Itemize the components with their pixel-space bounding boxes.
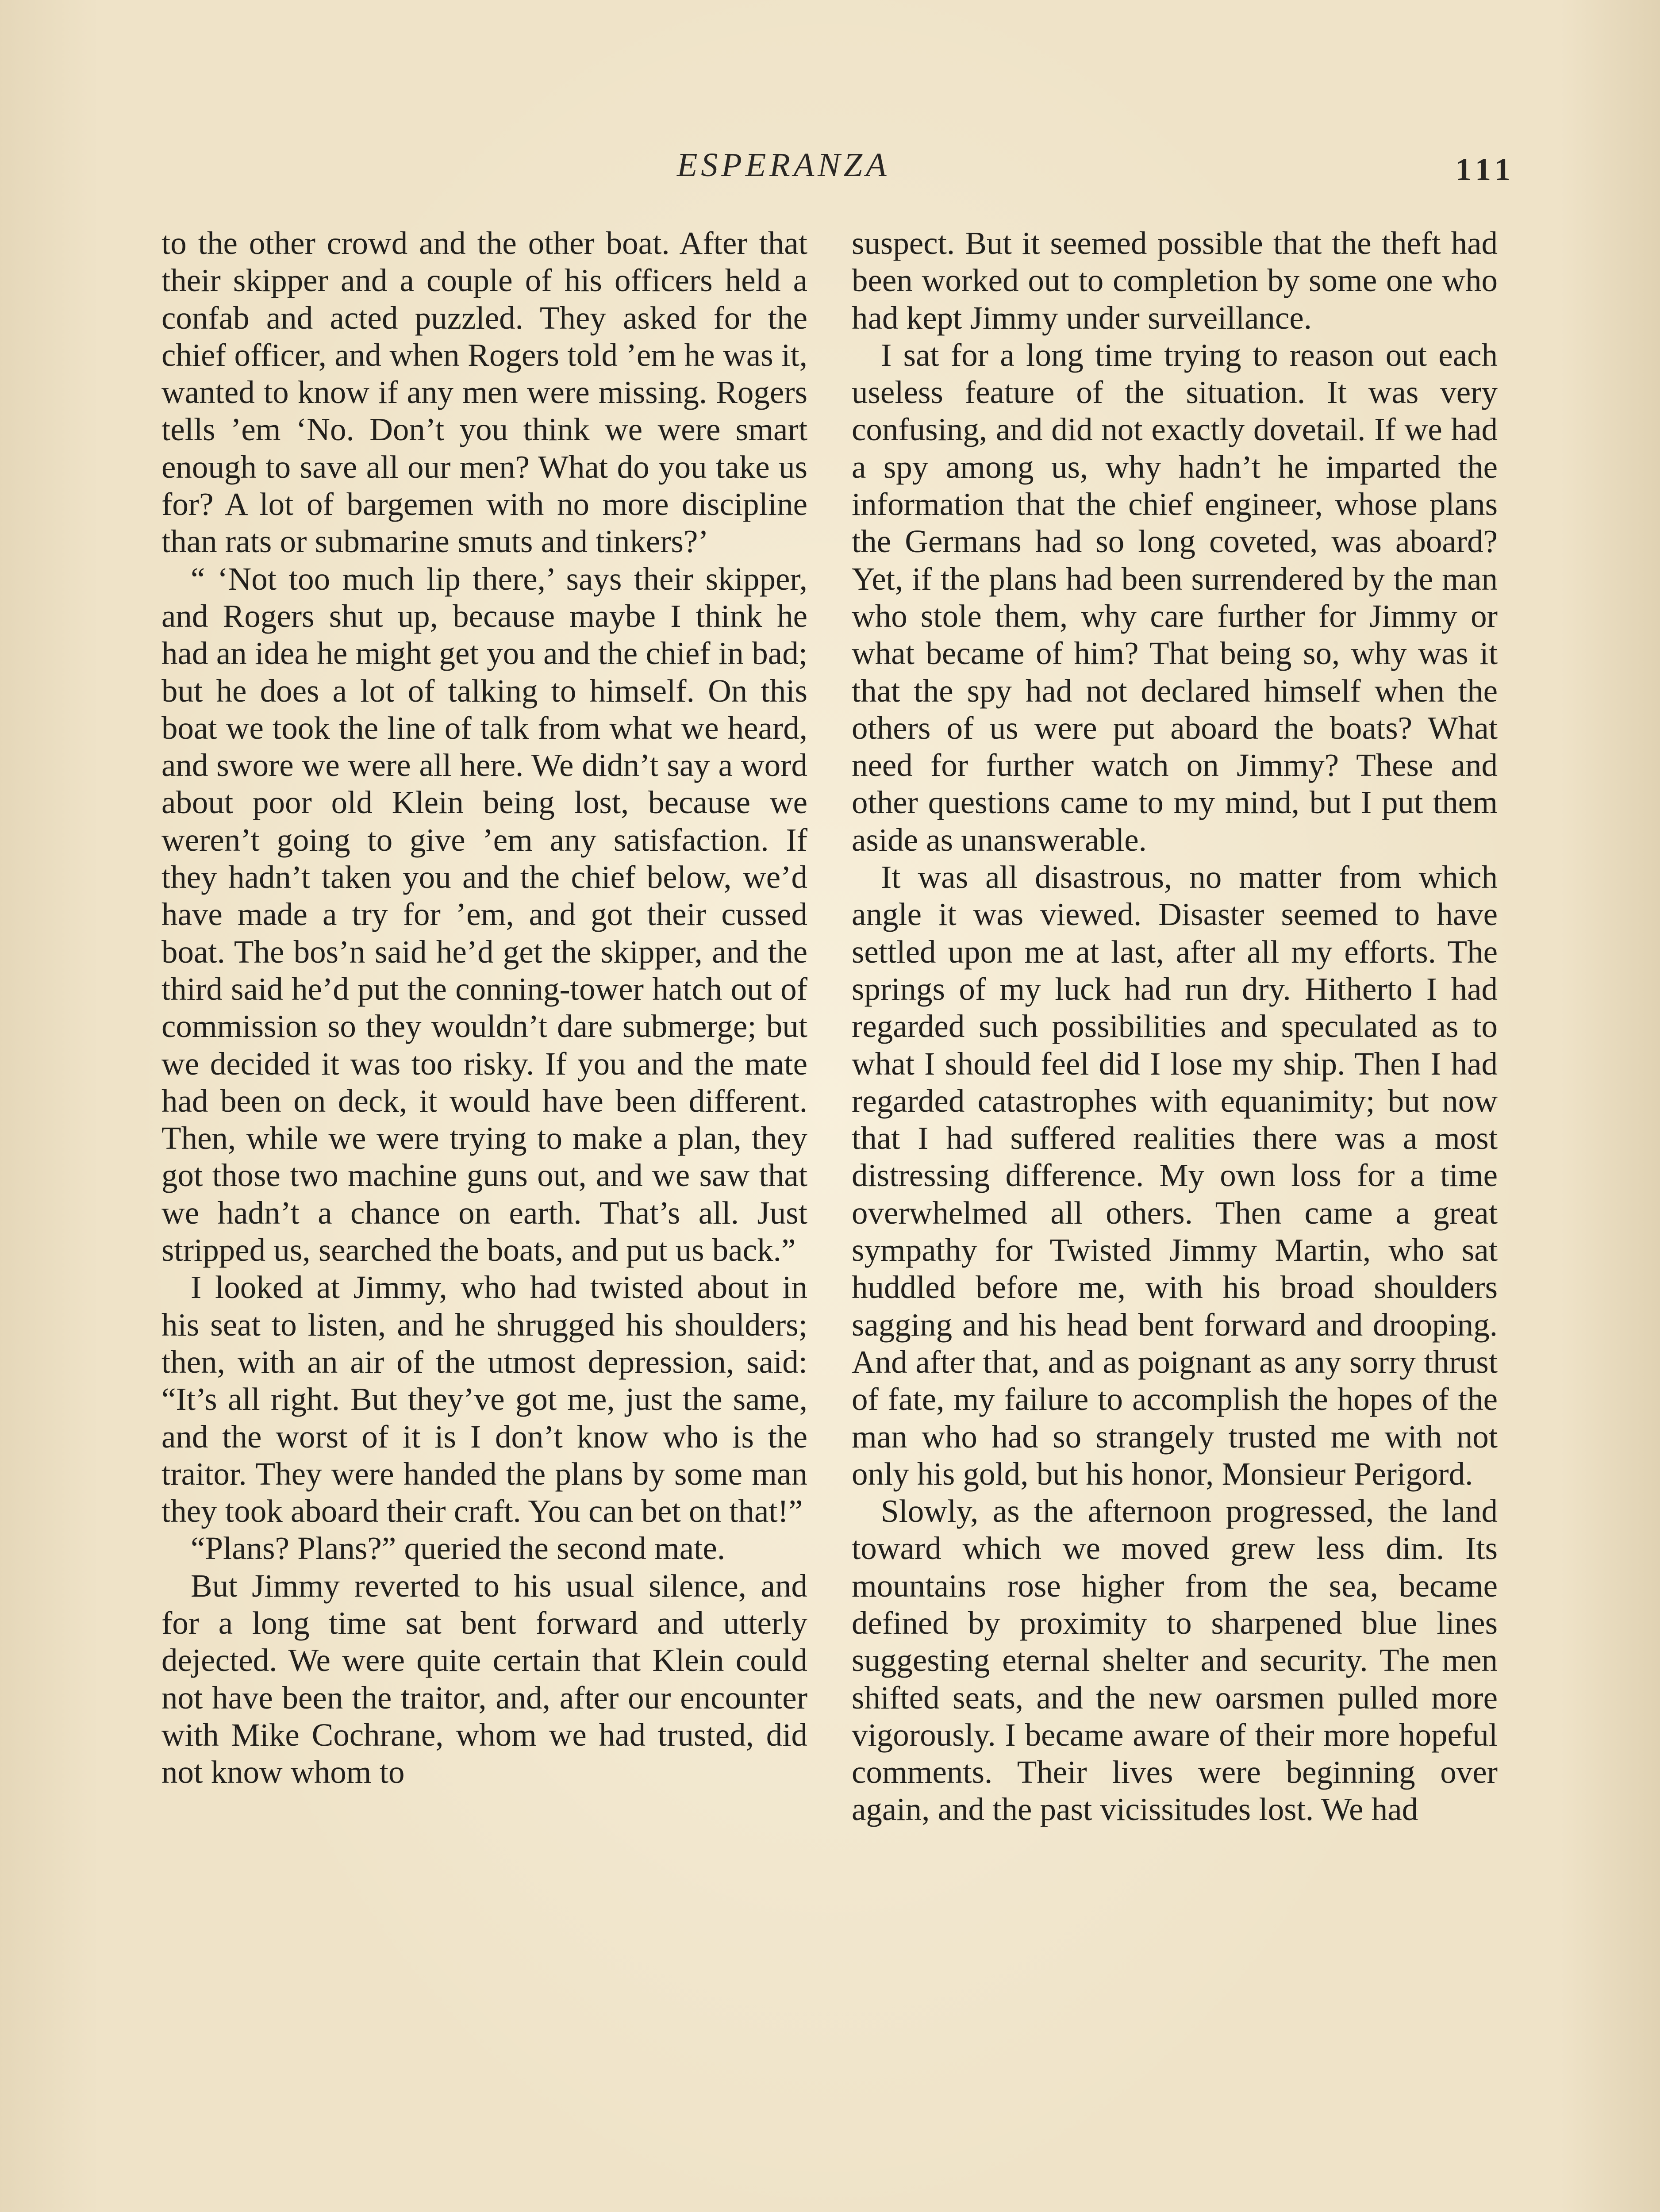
- paragraph: I looked at Jimmy, who had twisted about in his seat to listen, and he shrugged his shoulders; then, with an air of the utmost depression, said: “It’s all right. But they’ve got me, just the same, and the worst of it is I don’t know who is the traitor. They were handed the plans by some man they took aboard their craft. You can bet on that!”: [161, 1269, 807, 1529]
- paragraph: “ ‘Not too much lip there,’ says their skipper, and Rogers shut up, because maybe I think he had an idea he might get you and the chief in bad; but he does a lot of talking to himself. On this boat we took the line of talk from what we heard, and swore we were all here. We didn’t say a word about poor old Klein being lost, because we weren’t going to give ’em any satisfaction. If they hadn’t taken you and the chief below, we’d have made a try for ’em, and got their cussed boat. The bos’n said he’d get the skipper, and the third said he’d put the conning-tower hatch out of commission so they wouldn’t dare submerge; but we decided it was too risky. If you and the mate had been on deck, it would have been different. Then, while we were trying to make a plan, they got those two machine guns out, and we saw that we hadn’t a chance on earth. That’s all. Just stripped us, searched the boats, and put us back.”: [161, 561, 807, 1268]
- running-head: ESPERANZA: [677, 146, 890, 184]
- left-column: [161, 225, 807, 1791]
- paragraph: suspect. But it seemed possible that the theft had been worked out to completion by some one who had kept Jimmy under surveillance.: [852, 225, 1498, 336]
- paragraph: “Plans? Plans?” queried the second mate.: [191, 1530, 726, 1567]
- paragraph: Slowly, as the afternoon progressed, the land toward which we moved grew less dim. Its mountains rose higher from the sea, became defined by proximity to sharpened blue lines suggesting eternal shelter and security. The men shifted seats, and the new oarsmen pulled more vigorously. I became aware of their more hopeful comments. Their lives were beginning over again, and the past vicissitudes lost. We had: [852, 1493, 1498, 1828]
- page-number: 111: [1456, 152, 1516, 187]
- paragraph: But Jimmy reverted to his usual silence, and for a long time sat bent forward and utterly dejected. We were quite certain that Klein could not have been the traitor, and, after our encounter with Mike Cochrane, whom we had trusted, did not know whom to: [161, 1567, 807, 1790]
- right-column: [852, 225, 1498, 1828]
- paragraph: I sat for a long time trying to reason out each useless feature of the situation. It was very confusing, and did not exactly dovetail. If we had a spy among us, why hadn’t he imparted the information that the chief engineer, whose plans the Germans had so long coveted, was aboard? Yet, if the plans had been surrendered by the man who stole them, why care further for Jimmy or what became of him? That being so, why was it that the spy had not declared himself when the others of us were put aboard the boats? What need for further watch on Jimmy? These and other questions came to my mind, but I put them aside as unanswerable.: [852, 337, 1498, 858]
- paragraph: It was all disastrous, no matter from which angle it was viewed. Disaster seemed to have settled upon me at last, after all my efforts. The springs of my luck had run dry. Hitherto I had regarded such possibilities and speculated as to what I should feel did I lose my ship. Then I had regarded catastrophes with equanimity; but now that I had suffered realities there was a most distressing difference. My own loss for a time overwhelmed all others. Then came a great sympathy for Twisted Jimmy Martin, who sat huddled before me, with his broad shoulders sagging and his head bent forward and drooping. And after that, and as poignant as any sorry thrust of fate, my failure to accomplish the hopes of the man who had so strangely trusted me with not only his gold, but his honor, Monsieur Perigord.: [852, 859, 1498, 1492]
- paragraph: to the other crowd and the other boat. After that their skipper and a couple of his officers held a confab and acted puzzled. They asked for the chief officer, and when Rogers told ’em he was it, wanted to know if any men were missing. Rogers tells ’em ‘No. Don’t you think we were smart enough to save all our men? What do you take us for? A lot of bargemen with no more discipline than rats or submarine smuts and tinkers?’: [161, 225, 807, 560]
